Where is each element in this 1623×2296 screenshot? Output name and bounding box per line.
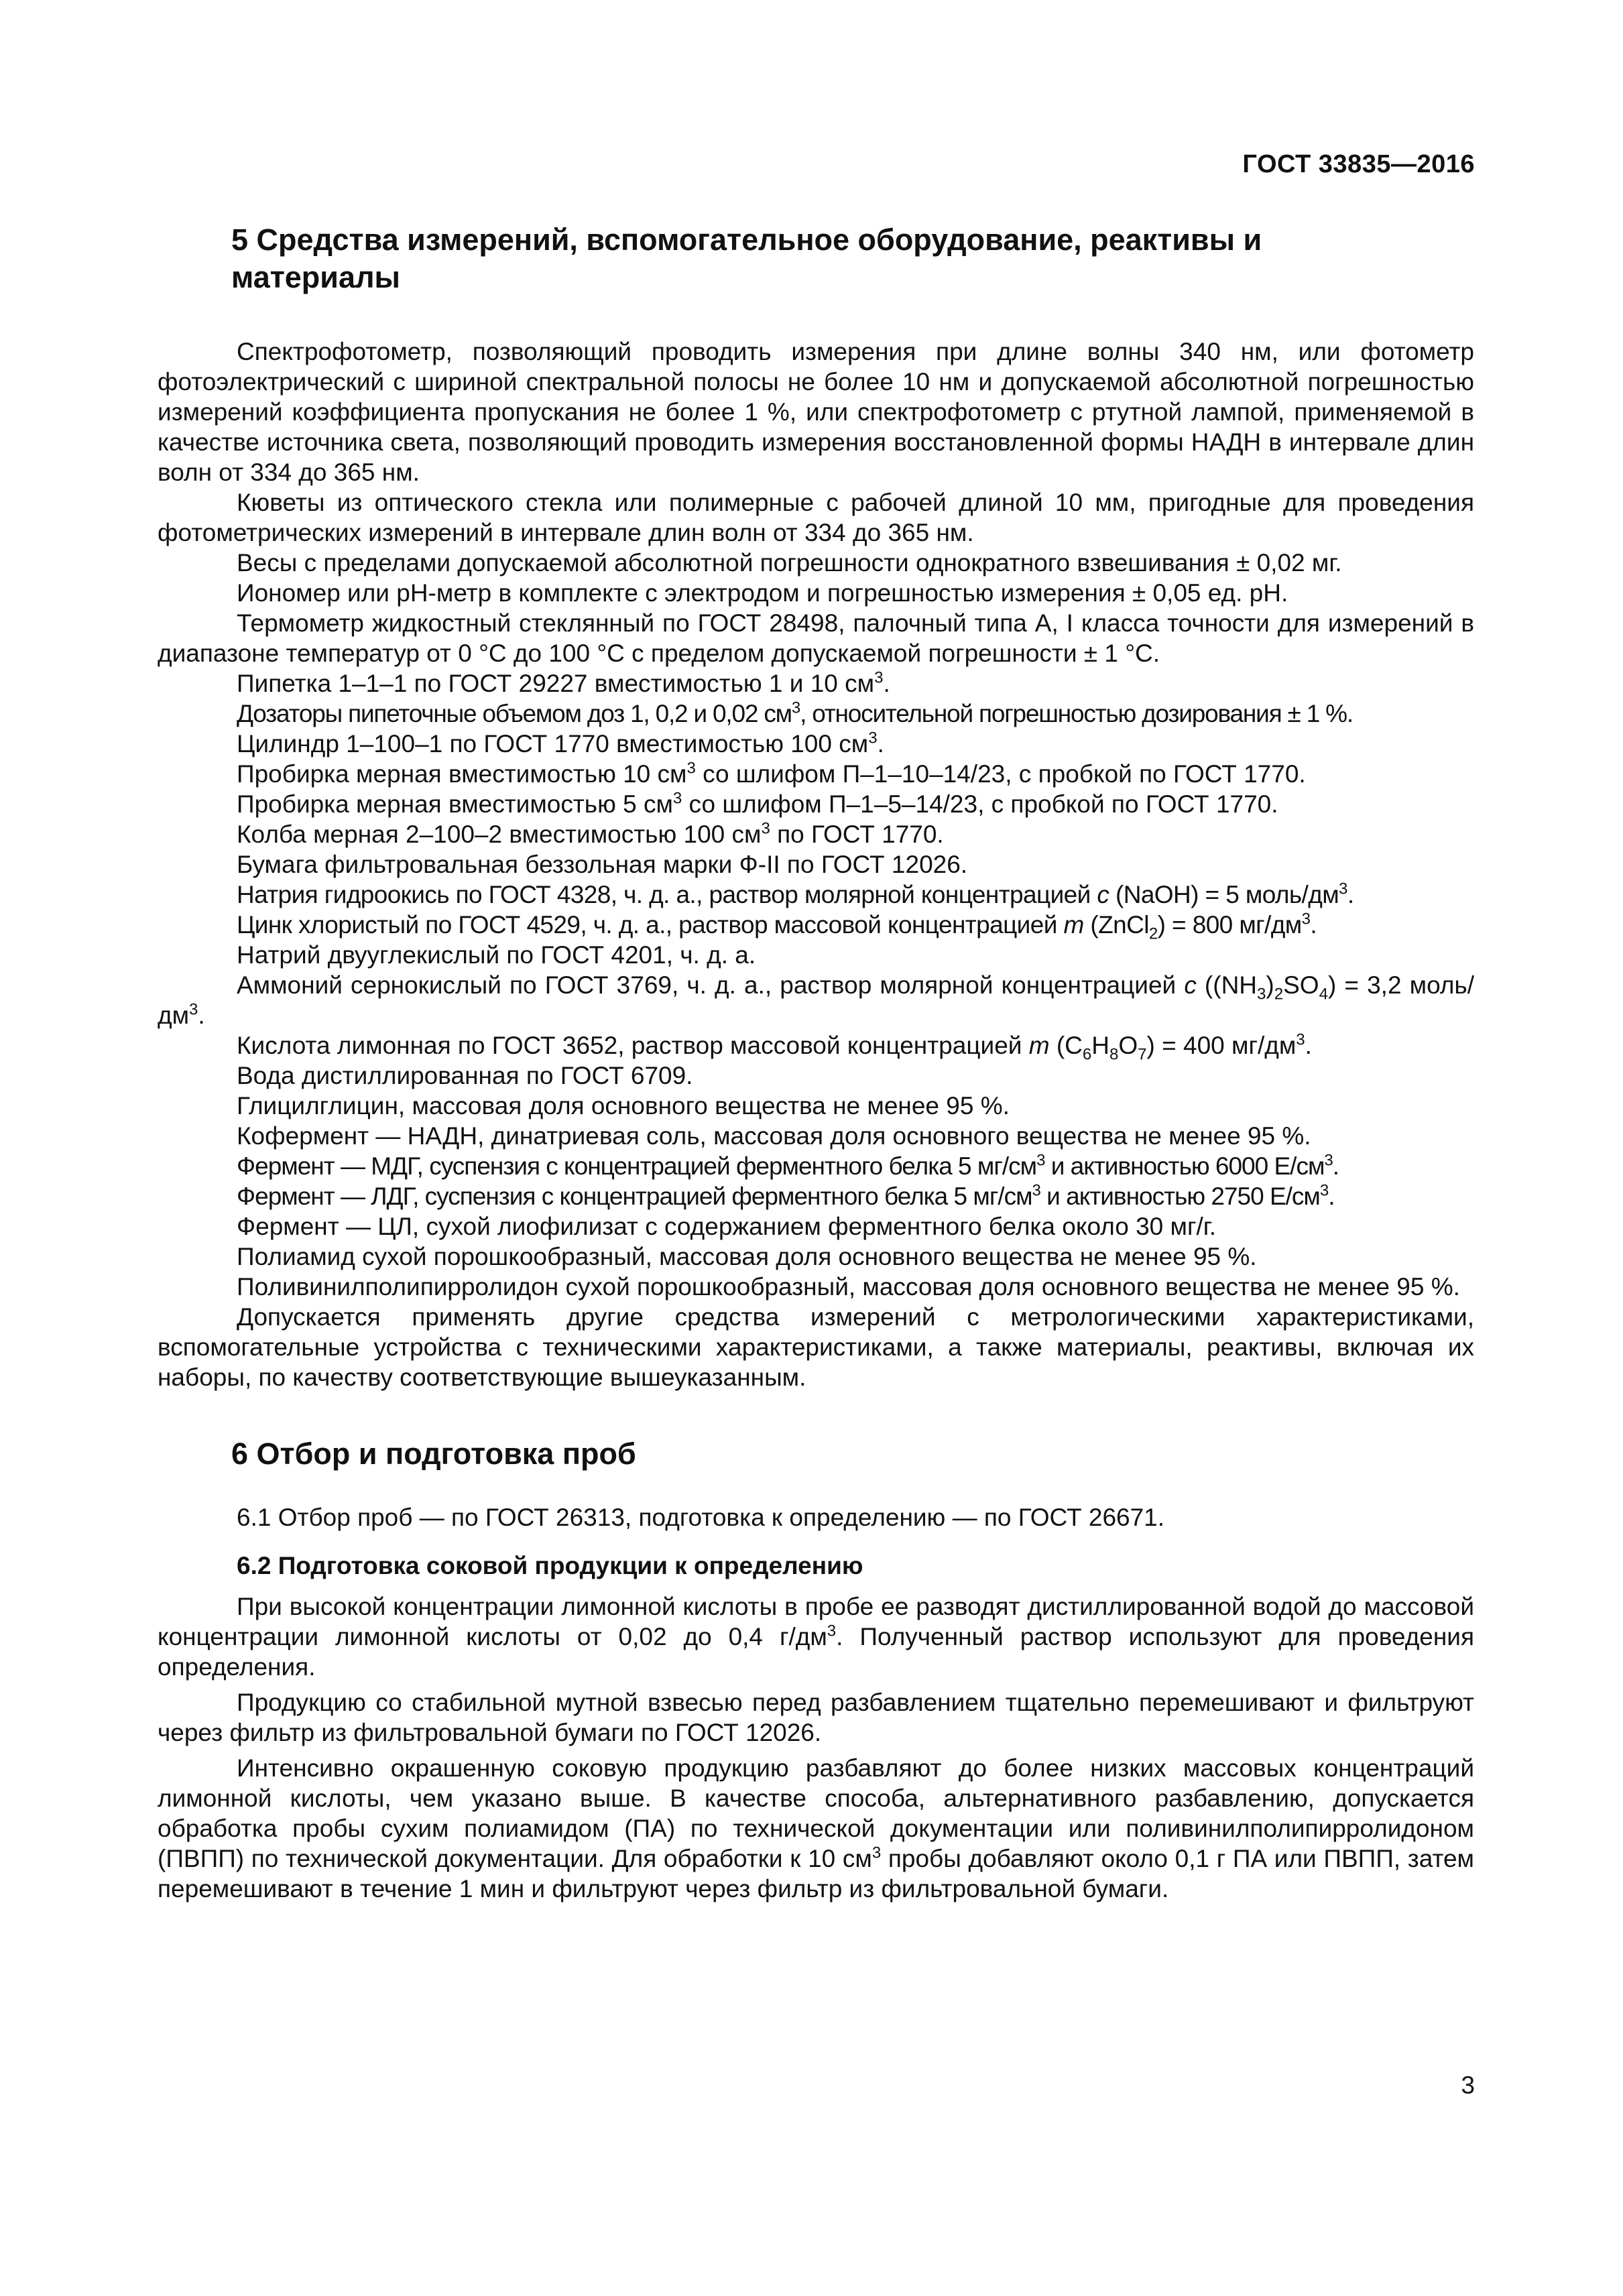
section-5-title: 5 Средства измерений, вспомогательное оборудование, реактивы и материалы [231,223,1262,294]
text: со шлифом П–1–10–14/23, с пробкой по ГОСТ 1770. [695,760,1306,788]
paragraph-citric-acid [158,1030,1474,1064]
paragraph-ionomer: Иономер или pH-метр в комплекте с электродом и погрешностью измерения ± 0,05 ед. pH. [237,579,1288,607]
text: ) = 400 мг/дм [1146,1032,1297,1059]
subscript: 4 [1319,985,1328,1004]
subscript: 2 [1274,985,1284,1004]
symbol-m: m [1028,1032,1050,1059]
text: . [1332,1152,1339,1180]
superscript: 3 [827,1622,837,1640]
subscript: 2 [1148,924,1158,943]
paragraph-flask [158,819,1474,849]
page-content [158,221,1474,1904]
paragraph-allowed-substitutes: Допускается применять другие средства измерений с метрологическими характеристиками, вспомогательные устройства с техническими характеристиками, а также материалы, реактивы, включая их наборы, по качеству соответствующие вышеуказанным. [158,1303,1474,1391]
superscript: 3 [189,1000,198,1019]
paragraph-dilution [158,1591,1474,1682]
superscript: 3 [1032,1181,1040,1200]
page-number: 3 [1461,2071,1475,2099]
paragraph-colored-products [158,1753,1474,1904]
subscript: 8 [1109,1045,1119,1064]
text: (C [1049,1032,1083,1059]
text: . Полученный раствор используют для проведения определения. [158,1623,1475,1681]
text: , относительной погрешностью дозирования ± 1 %. [800,700,1353,727]
text: . [1347,881,1354,908]
paragraph-tube-10 [158,759,1474,789]
text: SO [1283,971,1319,999]
paragraph-pipette [158,668,1474,699]
superscript: 3 [1301,910,1311,928]
symbol-m: m [1063,911,1084,939]
text: ) = 3,2 моль/дм [158,971,1474,1029]
text: пробы добавляют около 0,1 г ПА или ПВПП, затем перемешивают в течение 1 мин и фильтруют через фильтр из фильтровальной бумаги. [158,1845,1474,1902]
subsection-6-2-title: 6.2 Подготовка соковой продукции к определению [237,1552,863,1579]
paragraph-spectrophotometer: Спектрофотометр, позволяющий проводить измерения при длине волны 340 нм, или фотометр фотоэлектрический с шириной спектральной полосы не более 10 нм и допускаемой абсолютной погрешностью измерений коэффициента пропускания не более 1 %, или спектрофотометр с ртутной лампой, применяемой в качестве источника света, позволяющий проводить измерения восстановленной формы НАДН в интервале длин волн от 334 до 365 нм. [158,338,1474,486]
text: ((NH [1196,971,1258,999]
text: и активностью 2750 Е/см [1040,1183,1320,1210]
superscript: 3 [868,729,878,747]
text: и активностью 6000 Е/см [1044,1152,1325,1180]
text: Фермент — ЛДГ, суспензия с концентрацией ферментного белка 5 мг/см [237,1183,1032,1210]
text: Пробирка мерная вместимостью 5 см [237,790,673,818]
superscript: 3 [874,668,884,687]
subscript: 6 [1082,1045,1092,1064]
paragraph-water: Вода дистиллированная по ГОСТ 6709. [237,1062,693,1089]
text: . [1305,1032,1312,1059]
paragraph-nadh: Кофермент — НАДН, динатриевая соль, массовая доля основного вещества не менее 95 %. [237,1122,1311,1150]
superscript: 3 [1324,1151,1333,1170]
text: со шлифом П–1–5–14/23, с пробкой по ГОСТ 1770. [682,790,1278,818]
paragraph-enzyme-ldg [158,1181,1474,1211]
paragraph-sodium-bicarbonate: Натрий двууглекислый по ГОСТ 4201, ч. д. а. [237,941,756,969]
superscript: 3 [791,699,800,717]
paragraph-filter-paper: Бумага фильтровальная беззольная марки Ф-II по ГОСТ 12026. [237,851,968,878]
text: Цинк хлористый по ГОСТ 4529, ч. д. а., раствор массовой концентрацией [237,911,1064,939]
paragraph-dosers [158,699,1474,729]
superscript: 3 [761,819,770,838]
text: Дозаторы пипеточные объемом доз 1, 0,2 и 0,02 см [237,700,792,727]
superscript: 3 [1339,880,1347,898]
text: ) [1266,971,1274,999]
text: (ZnCl [1083,911,1149,939]
superscript: 3 [1036,1151,1045,1170]
text: . [883,670,890,697]
paragraph-zncl2 [158,910,1474,943]
superscript: 3 [1319,1181,1329,1200]
paragraph-thermometer: Термометр жидкостный стеклянный по ГОСТ 28498, палочный типа А, I класса точности для измерений в диапазоне температур от 0 °C до 100 °C с пределом допускаемой погрешности ± 1 °C. [158,609,1474,667]
text: Пипетка 1–1–1 по ГОСТ 29227 вместимостью 1 и 10 см [237,670,875,697]
text: по ГОСТ 1770. [770,821,944,848]
document-id-header: ГОСТ 33835—2016 [1242,150,1475,178]
section-6-title: 6 Отбор и подготовка проб [231,1437,636,1471]
paragraph-cylinder [158,729,1474,759]
text: Колба мерная 2–100–2 вместимостью 100 см [237,821,762,848]
paragraph-6-1: 6.1 Отбор проб — по ГОСТ 26313, подготовка к определению — по ГОСТ 26671. [237,1504,1165,1531]
text: O [1118,1032,1138,1059]
paragraph-enzyme-cl: Фермент — ЦЛ, сухой лиофилизат с содержанием ферментного белка около 30 мг/г. [237,1213,1216,1240]
paragraph-ammonium-sulfate [158,970,1474,1030]
paragraph-tube-5 [158,789,1474,819]
superscript: 3 [1296,1030,1305,1049]
superscript: 3 [871,1844,882,1862]
text: (NaOH) = 5 моль/дм [1109,881,1339,908]
text: Натрия гидроокись по ГОСТ 4328, ч. д. а., раствор молярной концентрацией [237,881,1097,908]
text: ) = 800 мг/дм [1157,911,1302,939]
paragraph-filtering: Продукцию со стабильной мутной взвесью перед разбавлением тщательно перемешивают и фильтруют через фильтр из фильтровальной бумаги по ГОСТ 12026. [158,1689,1474,1746]
text: . [1328,1183,1335,1210]
text: Пробирка мерная вместимостью 10 см [237,760,687,788]
text: Цилиндр 1–100–1 по ГОСТ 1770 вместимостью 100 см [237,730,869,758]
text: Фермент — МДГ, суспензия с концентрацией ферментного белка 5 мг/см [237,1152,1037,1180]
paragraph-enzyme-mdg [158,1151,1474,1181]
paragraph-glycylglycine: Глицилглицин, массовая доля основного вещества не менее 95 %. [237,1092,1010,1120]
paragraph-pvpp: Поливинилполипирролидон сухой порошкообразный, массовая доля основного вещества не менее 95 %. [237,1273,1460,1301]
text: . [877,730,884,758]
text: При высокой концентрации лимонной кислоты в пробе ее разводят дистиллированной водой до массовой концентрации лимонной кислоты от 0,02 до 0,4 г/дм [158,1593,1474,1650]
paragraph-polyamide: Полиамид сухой порошкообразный, массовая доля основного вещества не менее 95 %. [237,1243,1257,1270]
paragraph-scales: Весы с пределами допускаемой абсолютной погрешности однократного взвешивания ± 0,02 мг. [237,549,1342,577]
subscript: 3 [1257,985,1266,1004]
symbol-c: c [1184,971,1197,999]
text: Интенсивно окрашенную соковую продукцию разбавляют до более низких массовых концентраций лимонной кислоты, чем указано выше. В качестве способа, альтернативного разбавлению, допускается обработка пробы сухим полиамидом (ПА) по технической документации или поливинилполипирролидоном (ПВПП) по технической документации. Для обработки к 10 см [158,1754,1474,1872]
text: Кислота лимонная по ГОСТ 3652, раствор массовой концентрацией [237,1032,1029,1059]
paragraph-cuvettes: Кюветы из оптического стекла или полимерные с рабочей длиной 10 мм, пригодные для проведения фотометрических измерений в интервале длин волн от 334 до 365 нм. [158,489,1474,546]
superscript: 3 [686,759,696,778]
superscript: 3 [672,789,682,808]
symbol-c: c [1097,881,1109,908]
paragraph-naoh [158,880,1474,910]
text: . [1310,911,1317,939]
subscript: 7 [1138,1045,1147,1064]
text: . [198,1002,205,1029]
text: H [1091,1032,1109,1059]
text: Аммоний сернокислый по ГОСТ 3769, ч. д. а., раствор молярной концентрацией [237,971,1185,999]
